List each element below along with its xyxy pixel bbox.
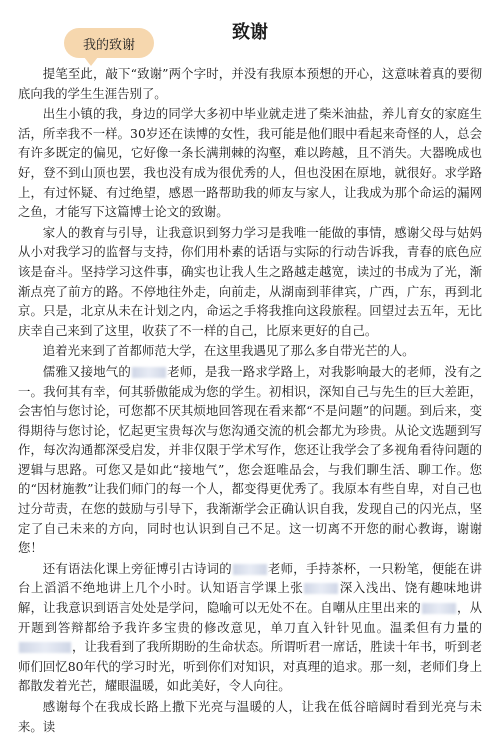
redacted-name: [304, 583, 338, 594]
paragraph-5-rest: 老师，是我一路求学路上，对我影响最大的老师，没有之一。我何其有幸，何其骄傲能成为您的学生。初相识，深知自己与先生的巨大差距，会害怕与您讨论，可您都不厌其烦地回答现在看来都“不是问题”的问题。到后来，变得期待与您讨论，忆起更宝贵每次与您沟通交流的机会都尤为珍贵。从论文选题到写作，每次沟通都深受启发，并非仅限于学术写作，您还让我学会了多视角看待问题的逻辑与思路。可您又是如此“接地气”，您会逛唯品会，与我们聊生活、聊工作。您的“因材施教”让我们师门的每一个人，都变得更优秀了。我原本有些自卑，对自己也过分苛责，在您的鼓励与引导下，我渐渐学会正确认识自我，发现自己的闪光点，坚定了自己未来的方向，同时也认识到自己不足。这一切离不开您的耐心教诲，谢谢您！: [18, 363, 483, 556]
page-title: 致谢: [232, 22, 268, 43]
paragraph-6-c: 深入浅出、饶有趣味地讲解，让我意识到语言处处是学问，隐喻可以无处不在。自嘲从庄里出来的: [18, 580, 483, 616]
redacted-name: [132, 367, 166, 378]
paragraph-4: 追着光来到了首都师范大学，在这里我遇见了那么多自带光芒的人。: [42, 343, 415, 359]
paragraph-6-e: ，让我看到了我所期盼的生命状态。所谓听君一席话，胜读十年书，听到老师们回忆80年代的学习时光，听到你们对知识，对真理的追求。那一刻，老师们身上都散发着光芒，耀眼温暖，如此美好，令人向往。: [18, 639, 482, 694]
paragraph-1: 提笔至此，敲下“致谢”两个字时，并没有我原本预想的开心，这意味着真的要彻底向我的学生生涯告别了。: [18, 66, 482, 101]
redacted-name: [233, 564, 267, 575]
paragraph-6-b: 老师，手持茶杯，一只粉笔，便能在讲台上滔滔不绝地讲上几个小时。认知语言学课上张: [18, 560, 483, 596]
paragraph-6-a: 还有语法化课上旁征博引古诗词的: [42, 560, 232, 576]
paragraph-6: [18, 559, 482, 696]
acknowledgement-body: [18, 64, 482, 736]
paragraph-6-d: ，从开题到答辩都给予我许多宝贵的修改意见，单刀直入针针见血。温柔但有力量的: [18, 600, 483, 635]
paragraph-5: [18, 362, 482, 558]
paragraph-5-lead: 儒雅又接地气的: [42, 363, 131, 379]
redacted-name: [19, 642, 71, 653]
badge-label: 我的致谢: [82, 37, 135, 53]
paragraph-2: 出生小镇的我，身边的同学大多初中毕业就走进了柴米油盐，养儿育女的家庭生活，所幸我不一样。30岁还在读博的女性，我可能是他们眼中看起来奇怪的人，总会有许多既定的偏见，它好像一条长满荆棘的沟壑，难以跨越，且不消失。大器晚成也好，登不到山顶也罢，我也没有成为很优秀的人，但也没困在原地，就很好。求学路上，有过怀疑、有过绝望，感恩一路帮助我的师友与家人，让我成为那个命运的漏网之鱼，才能写下这篇博士论文的致谢。: [18, 106, 482, 220]
paragraph-3: 家人的教育与引导，让我意识到努力学习是我唯一能做的事情，感谢父母与姑妈从小对我学习的监督与支持，你们用朴素的话语与实际的行动告诉我，青春的底色应该是奋斗。坚持学习这件事，确实也让我人生之路越走越宽，读过的书成为了光，渐渐点亮了前方的路。不停地往外走，向前走，从湖南到菲律宾，广西，广东，再到北京。只是，北京从未在计划之内，命运之手将我推向这段旅程。回望过去五年，无比庆幸自己来到了这里，收获了不一样的自己，比原来更好的自己。: [18, 224, 482, 338]
paragraph-7: 感谢每个在我成长路上撒下光亮与温暖的人，让我在低谷暗阔时看到光亮与未来。读: [18, 699, 482, 734]
redacted-name: [422, 603, 456, 614]
